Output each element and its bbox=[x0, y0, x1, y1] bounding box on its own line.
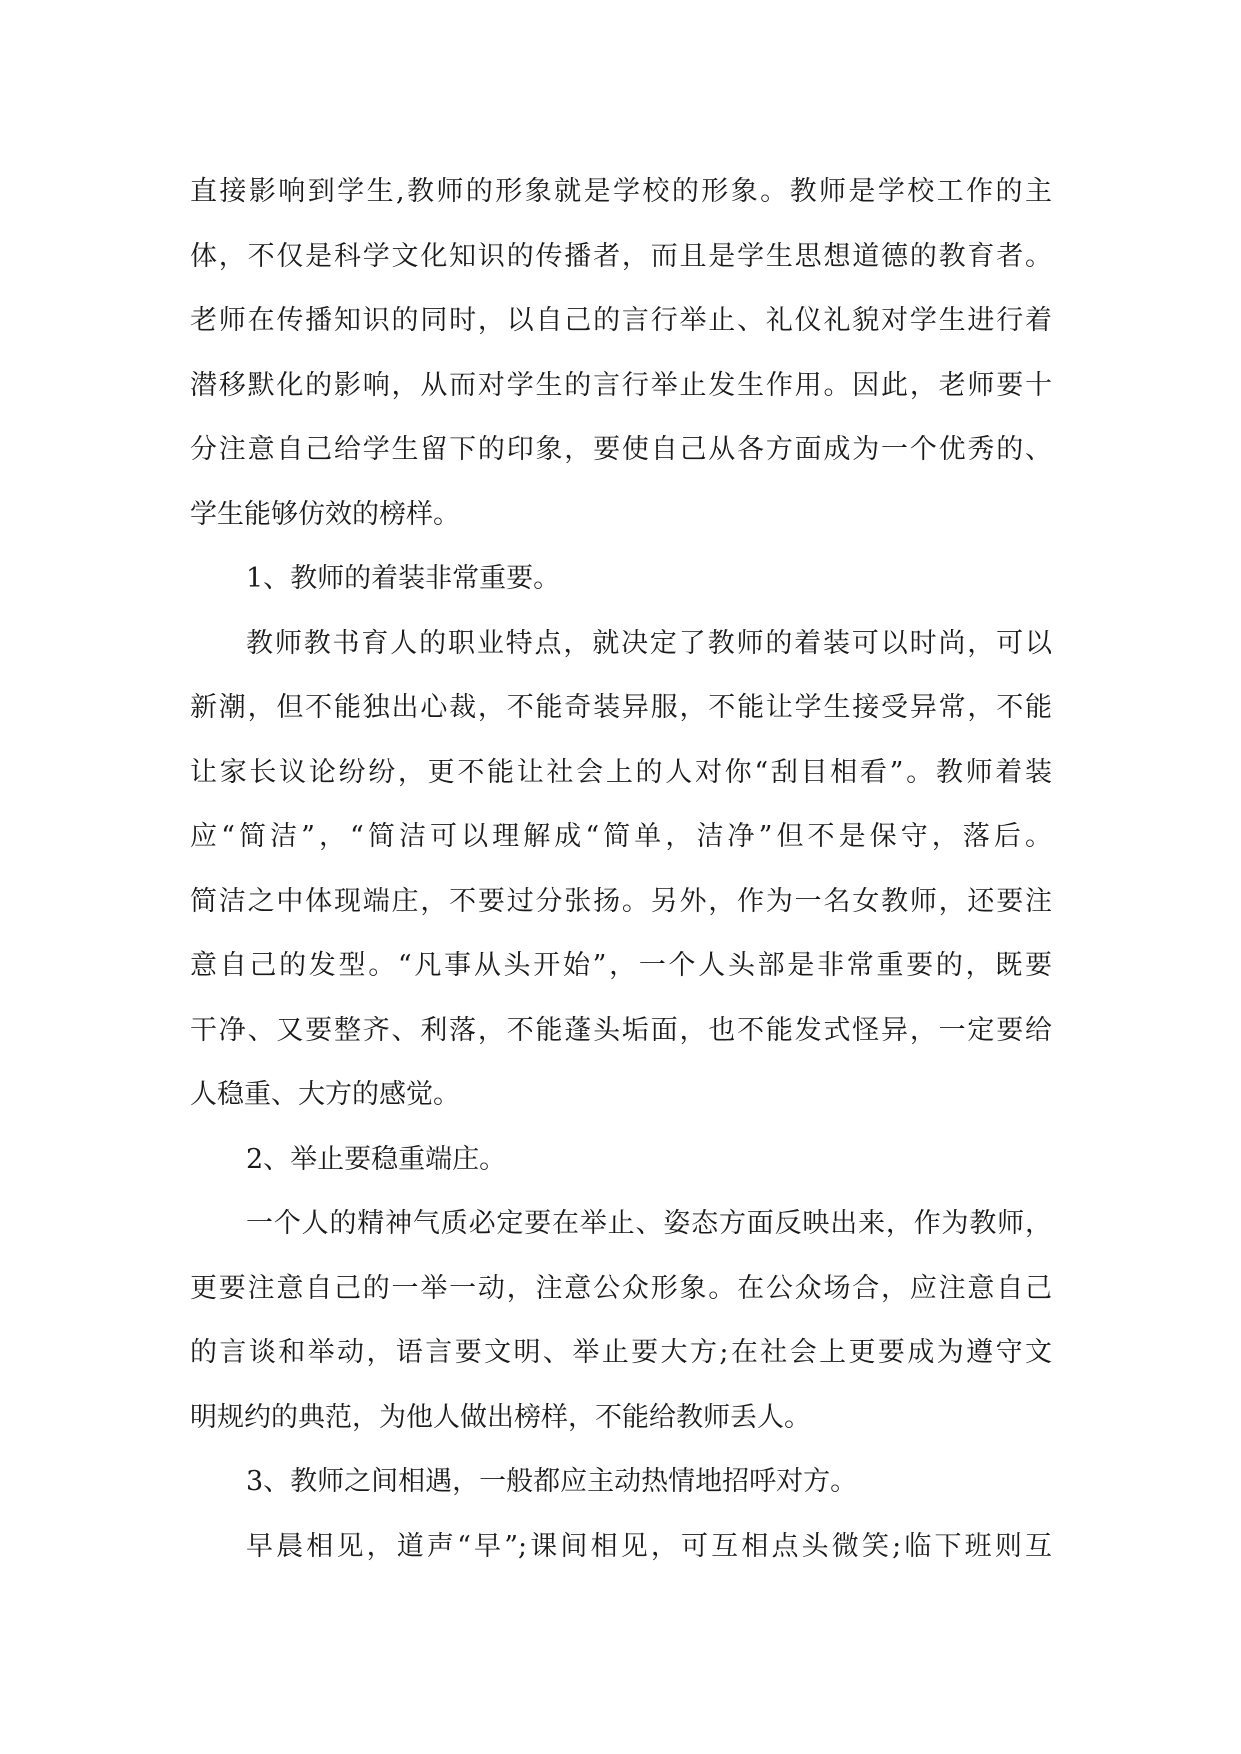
text-line: 干净、又要整齐、利落，不能蓬头垢面，也不能发式怪异，一定要给 bbox=[190, 1014, 1052, 1046]
text-line: 教师教书育人的职业特点，就决定了教师的着装可以时尚，可以 bbox=[246, 627, 1052, 659]
text-line: 2、举止要稳重端庄。 bbox=[246, 1143, 507, 1175]
text-line: 体，不仅是科学文化知识的传播者，而且是学生思想道德的教育者。 bbox=[190, 240, 1052, 272]
text-line: 意自己的发型。“凡事从头开始”，一个人头部是非常重要的，既要 bbox=[190, 950, 1052, 981]
text-line: 应“简洁”，“简洁可以理解成“简单，洁净”但不是保守，落后。 bbox=[190, 821, 1052, 852]
text-line: 让家长议论纷纷，更不能让社会上的人对你“刮目相看”。教师着装 bbox=[190, 756, 1052, 788]
text-line: 更要注意自己的一举一动，注意公众形象。在公众场合，应注意自己 bbox=[190, 1272, 1052, 1304]
text-line: 一个人的精神气质必定要在举止、姿态方面反映出来，作为教师， bbox=[246, 1208, 1052, 1239]
text-line: 3、教师之间相遇，一般都应主动热情地招呼对方。 bbox=[246, 1466, 858, 1497]
text-line: 潜移默化的影响，从而对学生的言行举止发生作用。因此，老师要十 bbox=[190, 369, 1052, 401]
text-line: 早晨相见，道声“早”;课间相见，可互相点头微笑;临下班则互 bbox=[246, 1530, 1052, 1562]
document-body bbox=[190, 160, 1052, 1579]
text-line: 1、教师的着装非常重要。 bbox=[246, 563, 561, 594]
text-line: 明规约的典范，为他人做出榜样，不能给教师丢人。 bbox=[190, 1401, 811, 1433]
text-line: 人稳重、大方的感觉。 bbox=[190, 1079, 460, 1110]
text-line: 简洁之中体现端庄，不要过分张扬。另外，作为一名女教师，还要注 bbox=[190, 885, 1052, 917]
text-line: 老师在传播知识的同时，以自己的言行举止、礼仪礼貌对学生进行着 bbox=[190, 305, 1052, 336]
text-line: 的言谈和举动，语言要文明、举止要大方;在社会上更要成为遵守文 bbox=[190, 1337, 1052, 1368]
text-line: 学生能够仿效的榜样。 bbox=[190, 498, 460, 530]
text-line: 直接影响到学生,教师的形象就是学校的形象。教师是学校工作的主 bbox=[190, 176, 1052, 207]
text-line: 新潮，但不能独出心裁，不能奇装异服，不能让学生接受异常，不能 bbox=[190, 692, 1052, 723]
text-line: 分注意自己给学生留下的印象，要使自己从各方面成为一个优秀的、 bbox=[190, 434, 1052, 465]
